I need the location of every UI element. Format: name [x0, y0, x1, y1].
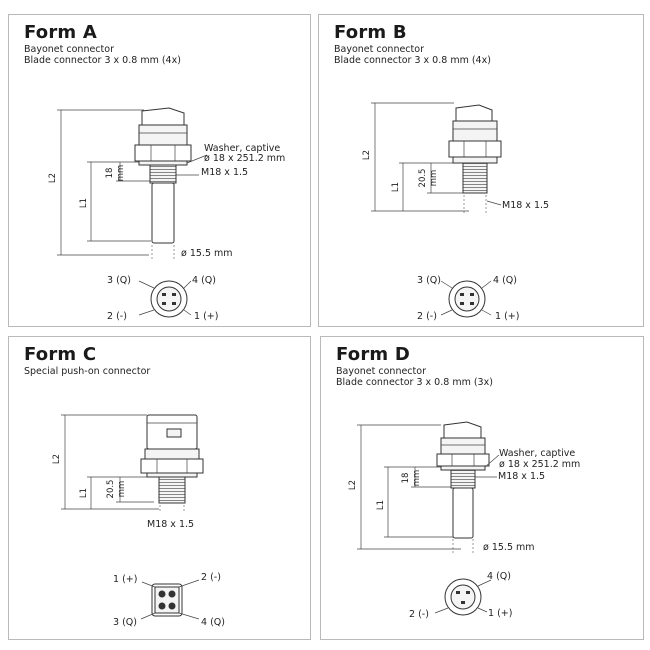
form-d-title: Form D [336, 344, 410, 365]
panel-form-d [320, 336, 644, 640]
form-a-title: Form A [24, 22, 97, 43]
form-a-hex-nut [135, 145, 191, 161]
form-d-18-label: 18 [401, 472, 411, 484]
form-a-pin1-label: 1 (+) [194, 311, 219, 322]
form-b-drawing [319, 15, 645, 328]
form-d-l1-label: L1 [376, 499, 386, 511]
form-c-drawing [9, 337, 312, 641]
form-c-l2-label: L2 [52, 453, 62, 465]
form-c-connector-type: Special push-on connector [24, 366, 151, 377]
form-b-l1-label: L1 [391, 181, 401, 193]
form-c-pin4-label: 4 (Q) [201, 617, 225, 628]
form-d-pin-view [435, 579, 491, 615]
form-d-hex-nut [437, 454, 489, 466]
form-c-thread-label: M18 x 1.5 [147, 519, 195, 530]
form-a-pin4-label: 4 (Q) [192, 275, 216, 286]
form-d-washer-size: ø 18 x 251.2 mm [499, 459, 581, 470]
form-d-drawing [321, 337, 645, 641]
form-b-205-label: 20.5 [418, 168, 428, 188]
form-b-pin2-label: 2 (-) [417, 311, 437, 322]
form-d-diameter-label: ø 15.5 mm [483, 542, 535, 553]
form-a-mm-label: mm [116, 164, 126, 182]
form-b-mm-label: mm [429, 169, 439, 187]
form-a-connector-type: Bayonet connector [24, 44, 114, 55]
form-a-blade-spec: Blade connector 3 x 0.8 mm (4x) [24, 55, 181, 66]
form-b-bayonet-connector [456, 105, 492, 121]
form-b-pin-view [441, 281, 491, 317]
panel-form-c [8, 336, 311, 640]
form-c-mm-label: mm [117, 480, 127, 498]
form-a-washer [139, 161, 187, 165]
form-a-washer-label: Washer, captive [204, 143, 281, 154]
form-d-pin4-label: 4 (Q) [487, 571, 511, 582]
form-c-pin2-label: 2 (-) [201, 572, 221, 583]
form-c-pin1-label: 1 (+) [113, 574, 138, 585]
form-a-diameter-label: ø 15.5 mm [181, 248, 233, 259]
form-d-bayonet-connector [444, 422, 481, 438]
form-c-hex-nut [141, 459, 203, 473]
form-d-pin1-label: 1 (+) [488, 608, 513, 619]
form-d-thread-label: M18 x 1.5 [498, 471, 546, 482]
form-d-pin2-label: 2 (-) [409, 609, 429, 620]
form-d-probe [453, 488, 473, 538]
form-b-pin1-label: 1 (+) [495, 311, 520, 322]
form-a-bayonet-connector [142, 108, 184, 125]
form-b-pin3-label: 3 (Q) [417, 275, 441, 286]
form-a-pin-view [139, 281, 191, 317]
form-a-drawing [9, 15, 312, 328]
form-c-pin3-label: 3 (Q) [113, 617, 137, 628]
form-d-connector-type: Bayonet connector [336, 366, 426, 377]
form-b-title: Form B [334, 22, 407, 43]
form-a-thread [150, 165, 176, 183]
form-c-thread [159, 477, 185, 503]
form-a-l1-label: L1 [79, 197, 89, 209]
form-d-thread [451, 470, 475, 488]
form-d-mm-label: mm [412, 469, 422, 487]
form-a-pin3-label: 3 (Q) [107, 275, 131, 286]
form-c-l1-label: L1 [79, 487, 89, 499]
form-b-blade-spec: Blade connector 3 x 0.8 mm (4x) [334, 55, 491, 66]
panel-form-b [318, 14, 644, 327]
form-a-washer-size: ø 18 x 251.2 mm [204, 153, 286, 164]
form-a-thread-label: M18 x 1.5 [201, 167, 249, 178]
form-b-hex-nut [449, 141, 501, 157]
form-b-thread-label: M18 x 1.5 [502, 200, 550, 211]
form-c-pin-view [141, 580, 199, 619]
form-b-thread [463, 163, 487, 193]
form-b-connector-type: Bayonet connector [334, 44, 424, 55]
form-a-pin2-label: 2 (-) [107, 311, 127, 322]
form-a-l2-label: L2 [48, 172, 58, 184]
form-c-205-label: 20.5 [106, 479, 116, 499]
form-a-probe [152, 183, 174, 243]
form-b-pin4-label: 4 (Q) [493, 275, 517, 286]
form-a-18-label: 18 [105, 167, 115, 179]
form-b-l2-label: L2 [362, 149, 372, 161]
form-d-blade-spec: Blade connector 3 x 0.8 mm (3x) [336, 377, 493, 388]
form-d-washer-label: Washer, captive [499, 448, 576, 459]
panel-form-a [8, 14, 311, 327]
form-d-l2-label: L2 [348, 479, 358, 491]
form-c-title: Form C [24, 344, 97, 365]
